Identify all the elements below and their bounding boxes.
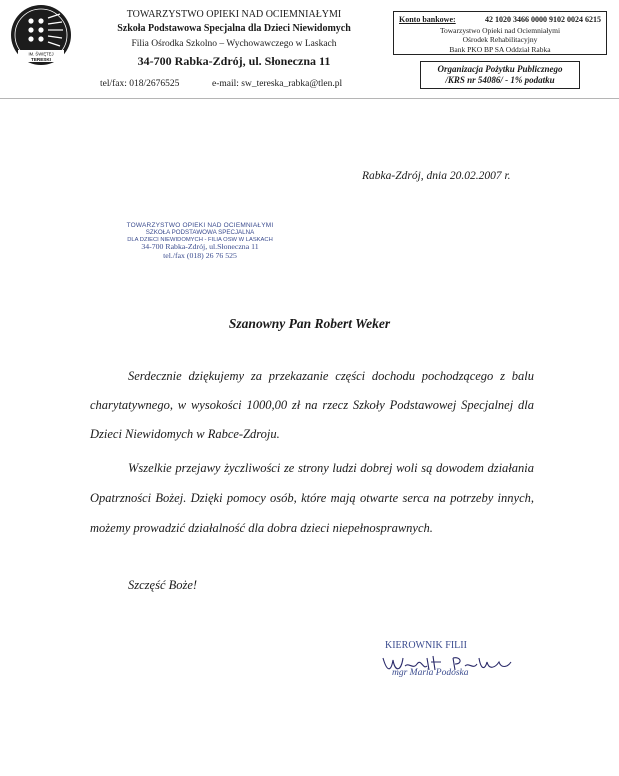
letter-paragraph-2: Wszelkie przejawy życzliwości ze strony ludzi dobrej woli są dowodem działania Opatrzności Bożej. Dzięki pomocy osób, które mają otwarte serca na potrzeby innych, możemy prowadzić działalność dla dobra dzieci niepełnosprawnych. (90, 461, 534, 535)
institution-stamp (116, 222, 284, 261)
stamp-line-4: 34-700 Rabka-Zdrój, ul.Słoneczna 11 (141, 242, 259, 252)
letter-closing: Szczęść Boże! (128, 578, 198, 592)
signatory-name: mgr Maria Podoska (392, 668, 469, 678)
stamp-line-5: tel./fax (018) 26 76 525 (163, 251, 237, 261)
bank-account-number: 42 1020 3466 0000 9102 0024 6215 (485, 15, 601, 24)
svg-text:TERESKI: TERESKI (31, 57, 51, 62)
letter-paragraph-1: Serdecznie dziękujemy za przekazanie części dochodu pochodzącego z balu charytatywnego, w wysokości 1000,00 zł na rzecz Szkoły Podstawowej Specjalnej dla Dzieci Niewidomych w Rabce-Zdroju. (90, 369, 534, 441)
header-telfax: tel/fax: 018/2676525 (100, 79, 180, 89)
header-organization: TOWARZYSTWO OPIEKI NAD OCIEMNIAŁYMI (126, 9, 342, 20)
opp-line-2: /KRS nr 54086/ - 1% podatku (445, 75, 555, 86)
header-school-name: Szkoła Podstawowa Specjalna dla Dzieci Niewidomych (117, 23, 351, 34)
bank-account-box (393, 11, 607, 55)
stamp-line-3: DLA DZIECI NIEWIDOMYCH - FILIA OSW W LASKACH (127, 236, 273, 243)
logo-lettering: IM. ŚWIĘTEJ (28, 51, 54, 57)
signature-title: KIEROWNIK FILII (385, 640, 467, 651)
bank-line-2: Ośrodek Rehabilitacyjny (462, 35, 538, 45)
header-address: 34-700 Rabka-Zdrój, ul. Słoneczna 11 (137, 54, 331, 68)
header-divider (0, 98, 619, 99)
stamp-line-1: TOWARZYSTWO OPIEKI NAD OCIEMNIAŁYMI (126, 222, 274, 229)
school-logo (10, 2, 72, 80)
bank-account-label: Konto bankowe: (399, 15, 456, 24)
opp-line-1: Organizacja Pożytku Publicznego (437, 64, 563, 74)
public-benefit-box (420, 61, 580, 89)
bank-line-1: Towarzystwo Opieki nad Ociemniałymi (439, 26, 561, 35)
salutation: Szanowny Pan Robert Weker (228, 316, 391, 331)
header-email: e-mail: sw_tereska_rabka@tlen.pl (212, 79, 343, 89)
bank-line-3: Bank PKO BP SA Oddział Rabka (449, 44, 551, 54)
stamp-line-2: SZKOŁA PODSTAWOWA SPECJALNA (145, 229, 255, 237)
letter-date: Rabka-Zdrój, dnia 20.02.2007 r. (362, 170, 511, 182)
header-branch: Filia Ośrodka Szkolno – Wychowawczego w Laskach (131, 39, 337, 49)
